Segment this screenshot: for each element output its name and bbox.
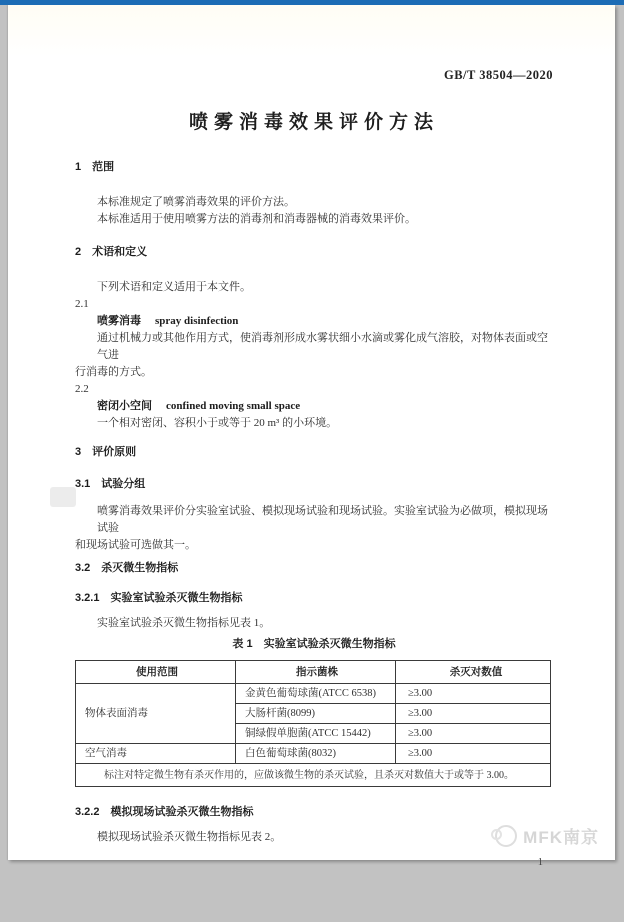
term-2-1-en: spray disinfection: [155, 315, 239, 327]
section-3-2-1-heading: 3.2.1 实验室试验杀灭微生物指标: [75, 592, 243, 604]
section-3-2-2-heading: 3.2.2 模拟现场试验杀灭微生物指标: [75, 806, 254, 818]
table-1: [75, 660, 551, 787]
section-2-intro: 下列术语和定义适用于本文件。: [97, 281, 251, 293]
term-2-2-definition: 一个相对密闭、容积小于或等于 20 m³ 的小环境。: [97, 417, 338, 429]
page-title: 喷雾消毒效果评价方法: [188, 112, 439, 133]
term-2-1-definition-line-2: 行消毒的方式。: [75, 366, 152, 378]
term-2-1-cn: 喷雾消毒: [97, 315, 141, 327]
section-3-2-2-paragraph: 模拟现场试验杀灭微生物指标见表 2。: [97, 831, 282, 843]
table-row: [76, 744, 551, 764]
cell-scope-air: 空气消毒: [76, 744, 236, 764]
page-number: 1: [537, 857, 543, 868]
table-header-scope: 使用范围: [76, 661, 236, 684]
cell-value: ≥3.00: [396, 704, 551, 724]
table-row: [76, 684, 551, 704]
section-3-1-heading: 3.1 试验分组: [75, 478, 146, 490]
section-3-2-heading: 3.2 杀灭微生物指标: [75, 562, 179, 574]
table-header-strain: 指示菌株: [236, 661, 396, 684]
top-blue-bar: [0, 0, 624, 5]
standard-number: GB/T 38504—2020: [443, 68, 553, 82]
cell-strain: 金黄色葡萄球菌(ATCC 6538): [236, 684, 396, 704]
section-3-1-paragraph-line-1: 喷雾消毒效果评价分实验室试验、模拟现场试验和现场试验。实验室试验为必做项，模拟现场试验: [97, 505, 548, 534]
table-row: [76, 661, 551, 684]
section-3-1-paragraph-line-2: 和现场试验可选做其一。: [75, 539, 196, 551]
table-note-row: [76, 764, 551, 787]
page-content: [8, 67, 615, 922]
cell-value: ≥3.00: [396, 684, 551, 704]
watermark-logo-icon: [495, 825, 517, 847]
cell-strain: 大肠杆菌(8099): [236, 704, 396, 724]
cell-strain: 铜绿假单胞菌(ATCC 15442): [236, 724, 396, 744]
term-2-2-title: [75, 398, 553, 415]
table-header-value: 杀灭对数值: [396, 661, 551, 684]
section-3-heading: 3 评价原则: [75, 446, 137, 458]
term-2-1-number: 2.1: [75, 298, 89, 310]
document-page: [8, 5, 615, 868]
section-3-2-1-paragraph: 实验室试验杀灭微生物指标见表 1。: [97, 617, 271, 629]
watermark-text: MFK南京: [523, 828, 599, 847]
term-2-2-number: 2.2: [75, 383, 89, 395]
cell-value: ≥3.00: [396, 744, 551, 764]
watermark: [495, 823, 599, 848]
section-1-paragraph-2: 本标准适用于使用喷雾方法的消毒剂和消毒器械的消毒效果评价。: [97, 213, 416, 225]
term-2-1-title: [75, 313, 553, 330]
table-1-caption: 表 1 实验室试验杀灭微生物指标: [232, 638, 396, 650]
table-1-note: 标注对特定微生物有杀灭作用的，应做该微生物的杀灭试验，且杀灭对数值大于或等于 3.00。: [76, 764, 551, 787]
cell-strain: 白色葡萄球菌(8032): [236, 744, 396, 764]
term-2-2-cn: 密闭小空间: [97, 400, 152, 412]
term-2-2-en: confined moving small space: [166, 400, 301, 412]
cell-value: ≥3.00: [396, 724, 551, 744]
section-2-heading: 2 术语和定义: [75, 246, 148, 258]
section-1-heading: 1 范围: [75, 161, 115, 173]
term-2-1-definition-line-1: 通过机械力或其他作用方式，使消毒剂形成水雾状细小水滴或雾化成气溶胶，对物体表面或空气进: [97, 332, 548, 361]
cell-scope-surface: 物体表面消毒: [76, 684, 236, 744]
section-1-paragraph-1: 本标准规定了喷雾消毒效果的评价方法。: [97, 196, 295, 208]
